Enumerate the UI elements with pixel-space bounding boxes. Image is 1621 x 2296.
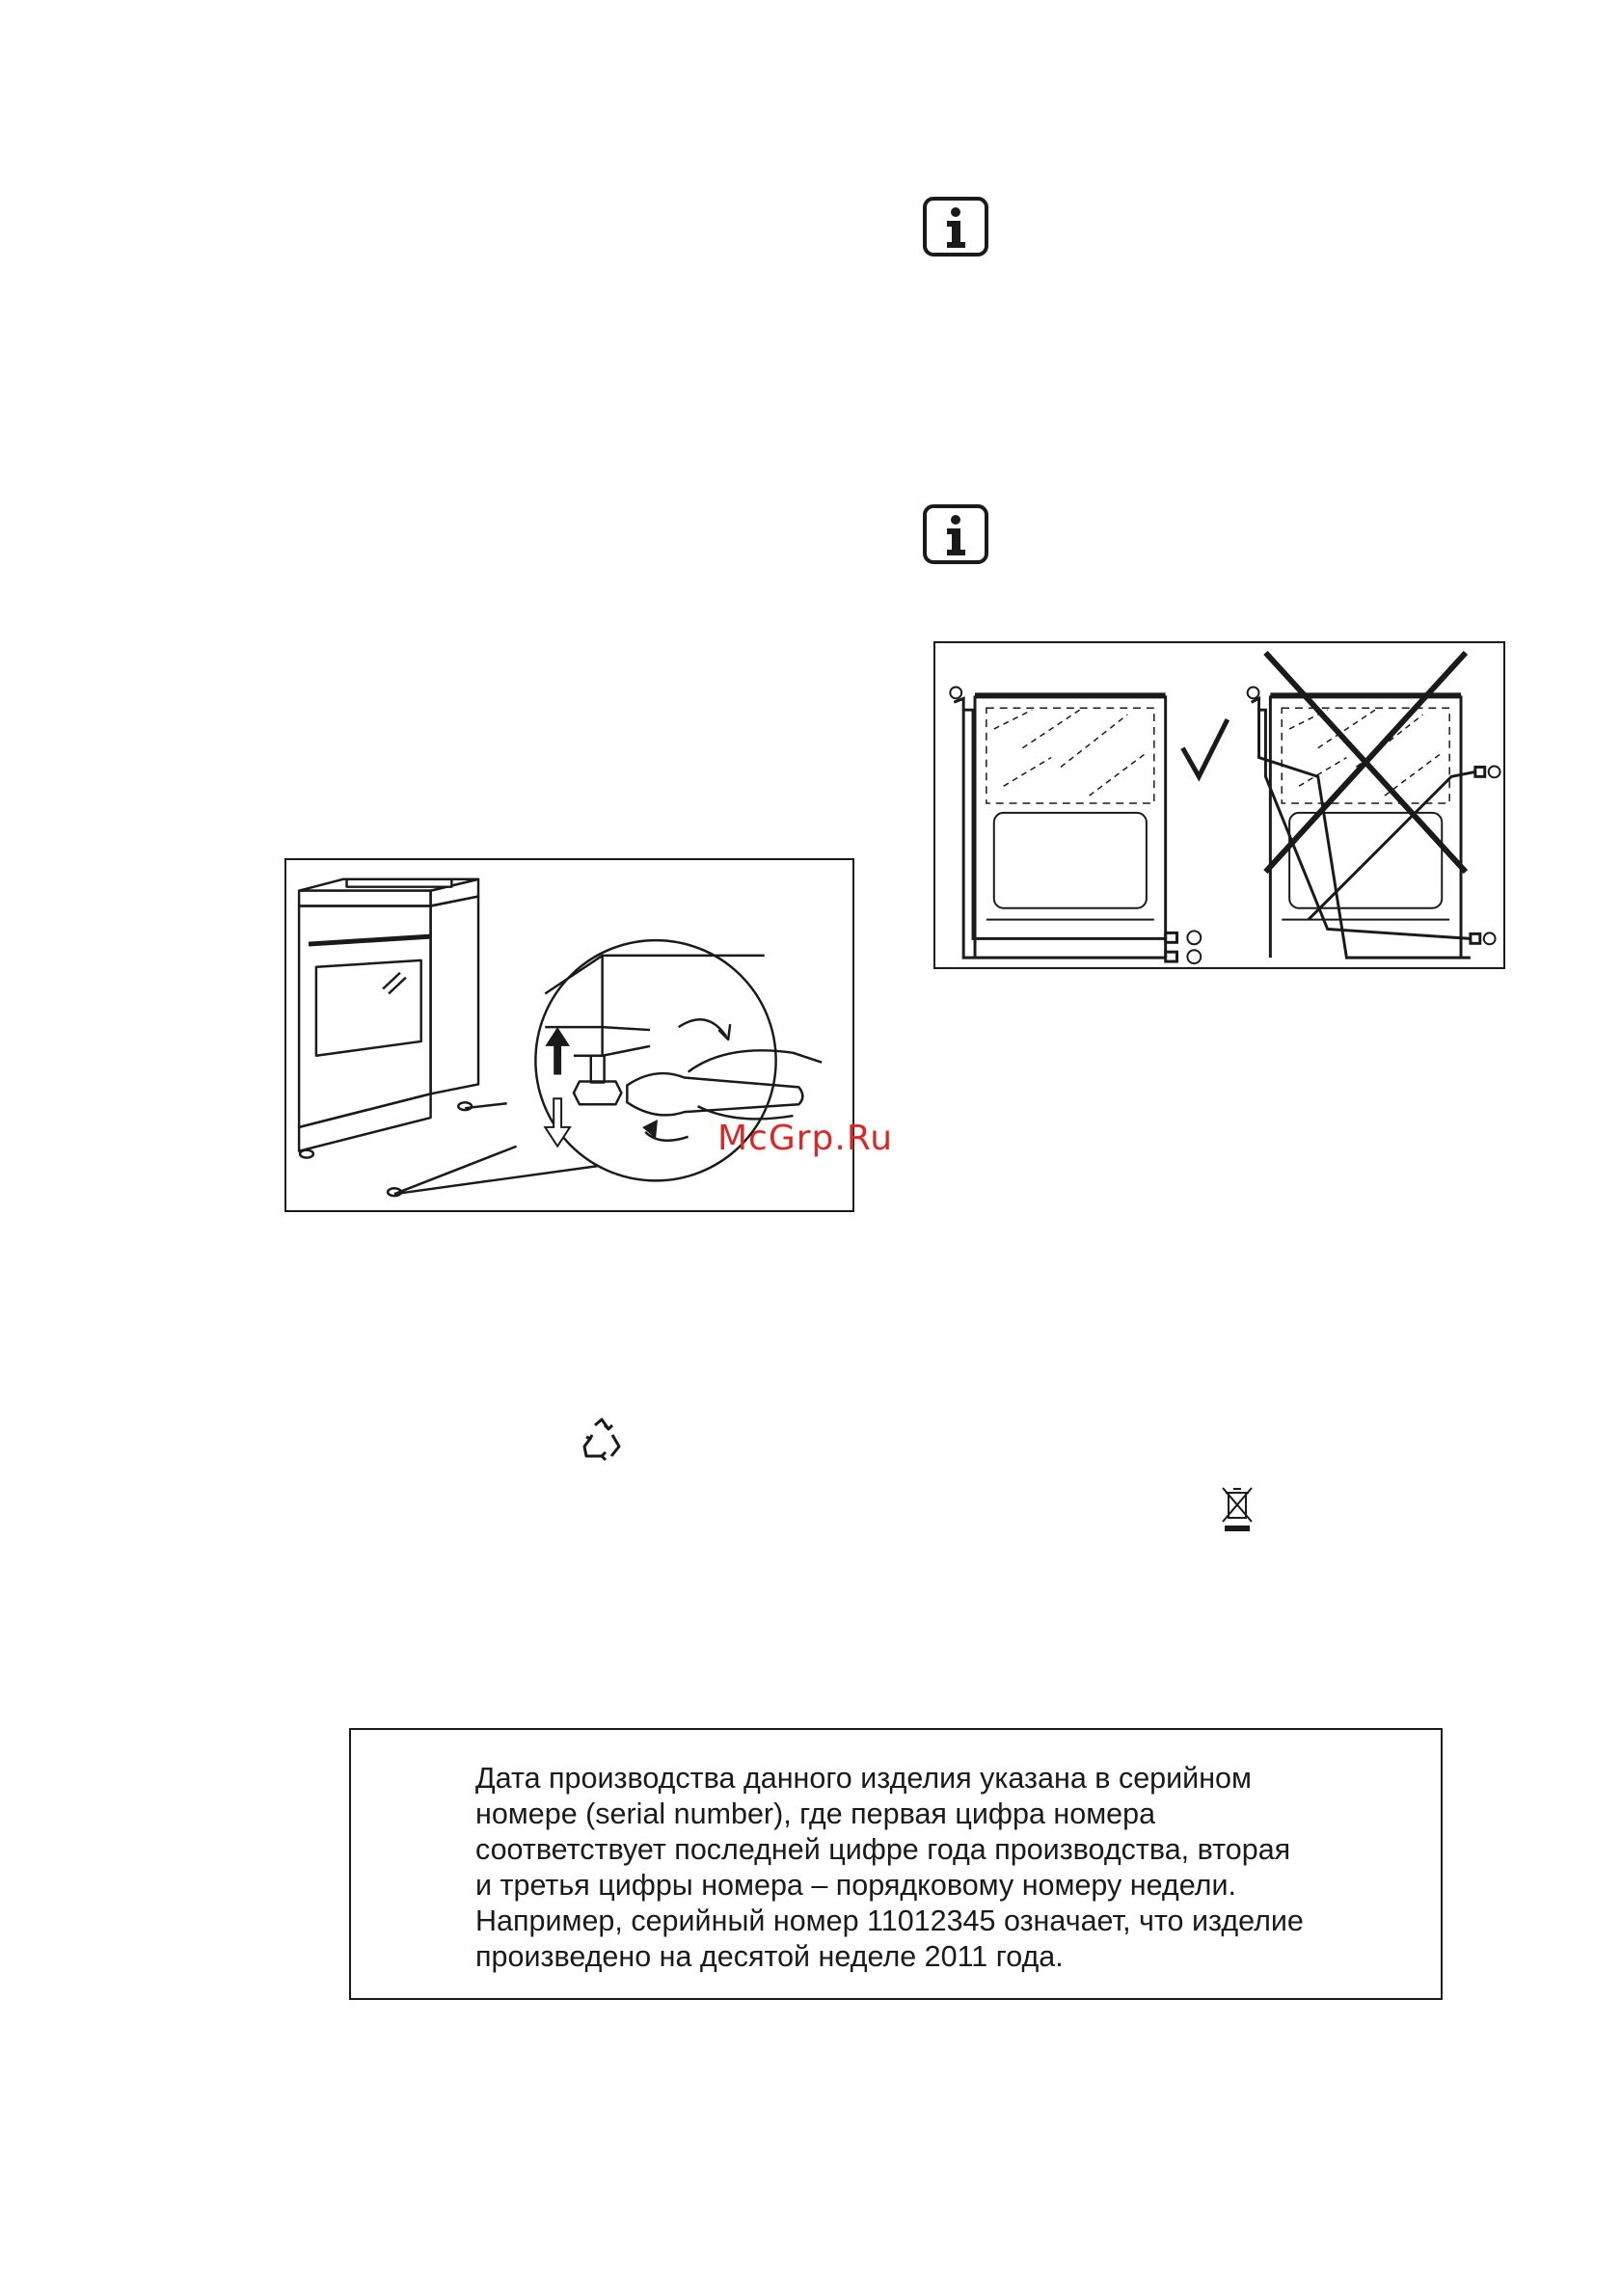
note-line: и третья цифры номера – порядковому номеру недели.	[475, 1869, 1236, 1902]
crossed-out-bin-icon	[1220, 1485, 1255, 1533]
note-line: произведено на десятой неделе 2011 года.	[475, 1940, 1064, 1973]
info-icon	[922, 503, 989, 565]
production-date-note	[349, 1728, 1443, 2000]
leveling-feet-illustration	[284, 858, 854, 1212]
note-text	[475, 1761, 1401, 1975]
note-line: номере (serial number), где первая цифра номера	[475, 1797, 1156, 1830]
note-line: соответствует последней цифре года производства, вторая	[475, 1833, 1291, 1866]
info-icon	[922, 196, 989, 257]
note-line: Например, серийный номер 11012345 означает, что изделие	[475, 1904, 1304, 1937]
checkmark-icon	[1182, 719, 1227, 776]
note-line: Дата производства данного изделия указана в серийном	[475, 1762, 1252, 1795]
recycle-icon	[579, 1416, 625, 1462]
watermark: McGrp.Ru	[717, 1119, 894, 1158]
cable-routing-illustration	[933, 641, 1505, 969]
